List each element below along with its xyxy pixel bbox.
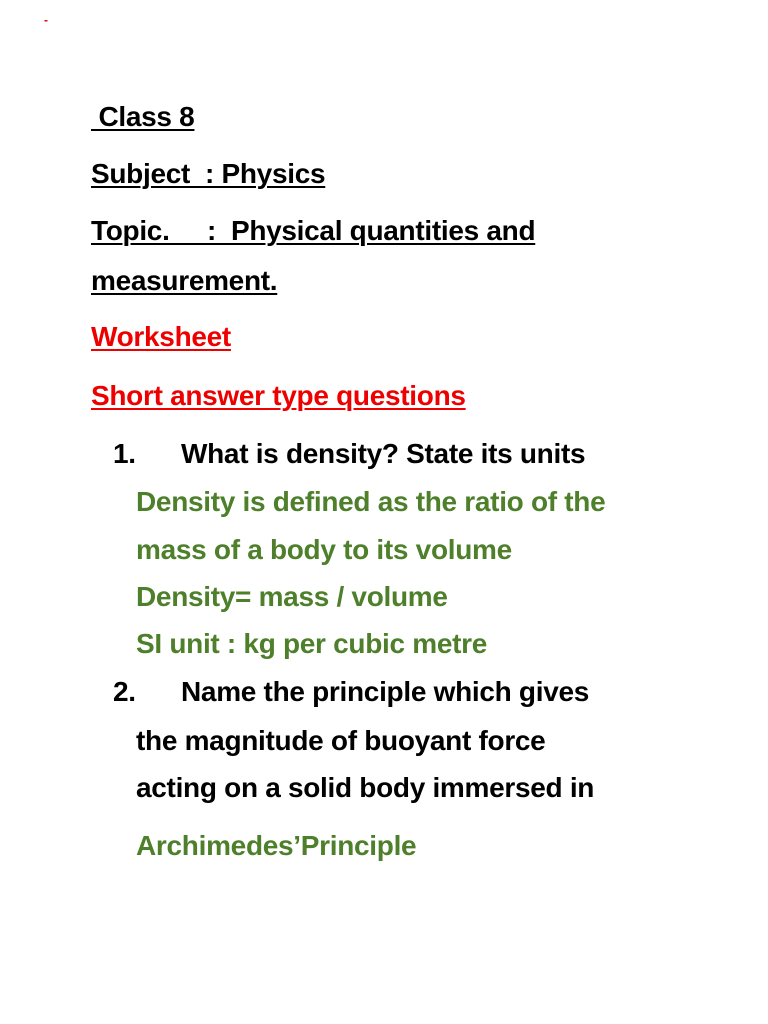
corner-mark: -	[44, 13, 48, 27]
answer-1-line-2: mass of a body to its volume	[136, 534, 512, 565]
answer-2-line-1: Archimedes’Principle	[136, 830, 417, 861]
question-number: 2.	[113, 676, 136, 707]
question-2-line-3: acting on a solid body immersed in	[136, 772, 595, 803]
question-1	[113, 437, 585, 471]
answer-1-line-4: SI unit : kg per cubic metre	[136, 628, 488, 659]
topic-heading-line-1: Topic. : Physical quantities and	[91, 215, 536, 246]
class-heading: Class 8	[91, 101, 195, 132]
subject-heading: Subject : Physics	[91, 158, 326, 189]
section-heading: Short answer type questions	[91, 380, 466, 411]
answer-1-line-3: Density= mass / volume	[136, 581, 448, 612]
answer-1-line-1: Density is defined as the ratio of the	[136, 486, 606, 517]
question-text: Name the principle which gives	[181, 676, 590, 707]
question-number: 1.	[113, 438, 136, 469]
topic-heading-line-2: measurement.	[91, 265, 278, 296]
question-2-line-2: the magnitude of buoyant force	[136, 725, 546, 756]
question-2	[113, 675, 589, 709]
question-text: What is density? State its units	[181, 438, 586, 469]
worksheet-title: Worksheet	[91, 321, 231, 352]
